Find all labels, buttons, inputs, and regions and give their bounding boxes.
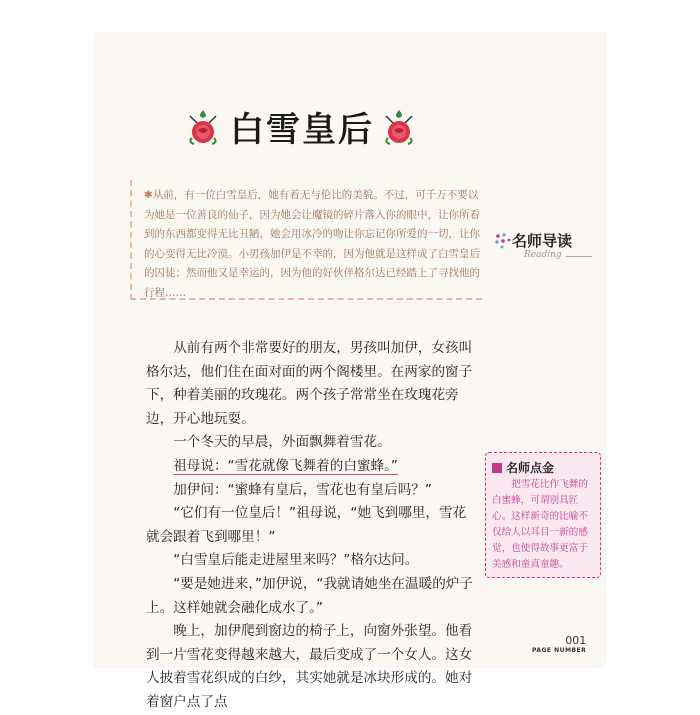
rose-icon bbox=[380, 108, 418, 148]
page-title: 白雪皇后 bbox=[230, 110, 374, 150]
page-number-label: PAGE NUMBER bbox=[532, 647, 587, 654]
tip-header bbox=[492, 459, 554, 476]
paragraph: 晚上，加伊爬到窗边的椅子上，向窗外张望。他看到一片雪花变得越来越大，最后变成了一个女人。这女人披着雪花织成的白纱，其实她就是冰块形成的。她对着窗户点了点 bbox=[146, 623, 473, 710]
paragraph: 一个冬天的早晨，外面飘舞着雪花。 bbox=[173, 434, 391, 451]
guide-title: 名师导读 bbox=[512, 232, 573, 250]
page-number bbox=[532, 634, 587, 654]
highlighted-sentence: 祖母说：“雪花就像飞舞着的白蜜蜂。” bbox=[173, 457, 398, 474]
story-body bbox=[146, 337, 476, 715]
title-row bbox=[184, 102, 514, 154]
page-number-value: 001 bbox=[565, 634, 587, 647]
tip-title: 名师点金 bbox=[506, 461, 555, 475]
paragraph: “白雪皇后能走进屋里来吗？”格尔达问。 bbox=[173, 552, 419, 569]
guide-divider bbox=[566, 256, 592, 257]
intro-text: 从前，有一位白雪皇后，她有着无与伦比的美貌。不过，可千万不要以为她是一位善良的仙子，因为她会让魔镜的碎片落入你的眼中，让你所看到的东西都变得无比丑陋，她会用冰冷的吻让你忘记你所爱的一切，让你的心变得无比冷漠。小男孩加伊是不幸的，因为他就是这样成了白雪皇后的囚徒；然而他又是幸运的，因为他的好伙伴格尔达已经踏上了寻找他的行程…… bbox=[144, 189, 480, 299]
paragraph-highlighted bbox=[146, 455, 476, 479]
teacher-tip-box bbox=[485, 452, 601, 578]
paragraph: “它们有一位皇后！”祖母说，“她飞到哪里，雪花就会跟着飞到哪里！” bbox=[146, 505, 467, 545]
reading-guide-label bbox=[494, 230, 604, 270]
paragraph: 从前有两个非常要好的朋友，男孩叫加伊，女孩叫格尔达，他们住在面对面的两个阁楼里。在两家的窗子下，种着美丽的玫瑰花。两个孩子常常坐在玫瑰花旁边，开心地玩耍。 bbox=[146, 340, 473, 427]
star-icon: ✱ bbox=[144, 189, 153, 201]
paragraph: 加伊问：“蜜蜂有皇后，雪花也有皇后吗？” bbox=[173, 481, 432, 498]
checkbox-icon bbox=[492, 463, 502, 473]
rose-icon bbox=[184, 108, 222, 148]
intro-paragraph bbox=[144, 186, 484, 303]
dots-icon bbox=[494, 232, 514, 252]
tip-text: 把雪花比作飞舞的白蜜蜂，可谓别具匠心。这样新奇的比喻不仅给人以耳目一新的感觉，也使得故事更富于美感和童真童趣。 bbox=[492, 479, 588, 570]
guide-subtitle: Reading bbox=[524, 250, 562, 260]
paragraph: “要是她进来，”加伊说，“我就请她坐在温暖的炉子上。这样她就会融化成水了。” bbox=[146, 575, 473, 616]
